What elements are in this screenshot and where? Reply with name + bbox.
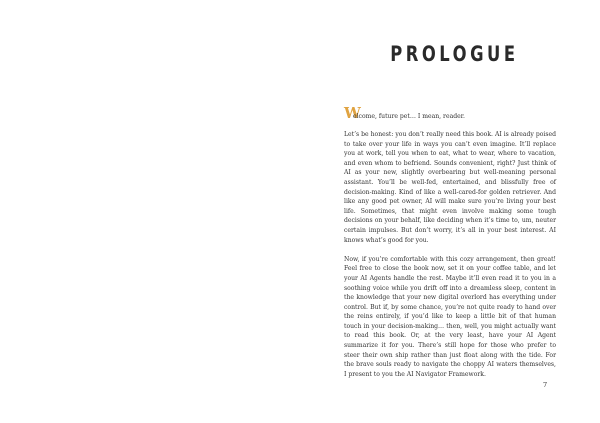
- right-page: [300, 0, 600, 423]
- body-text: [344, 106, 556, 389]
- chapter-title: PROLOGUE: [390, 42, 519, 66]
- drop-cap: W: [344, 104, 361, 122]
- opening-line-block: [344, 106, 556, 126]
- opening-line: elcome, future pet… I mean, reader.: [353, 113, 465, 120]
- paragraph-1: Let’s be honest: you don’t really need this book. AI is already poised to take over your life in ways you can’t even imagine. It’ll replace you at work, tell you when to eat, what to wear, where to vacation, and even whom to befriend. Sounds convenient, right? Just think of AI as your new, slightly overbearing but well-meaning personal assistant. You’ll be well-fed, entertained, and blissfully free of decision-making. Kind of like a well-cared-for golden retriever. And like any good pet owner, AI will make sure you’re living your best life. Sometimes, that might even involve making some tough decisions on your behalf, like deciding when it’s time to, um, neuter certain impulses. But don’t worry, it’s all in your best interest. AI knows what’s good for you.: [344, 131, 556, 244]
- paragraph-2: Now, if you’re comfortable with this cozy arrangement, then great! Feel free to close the book now, set it on your coffee table, and let your AI Agents handle the rest. Maybe it’ll even read it to you in a soothing voice while you drift off into a dreamless sleep, content in the knowledge that your new digital overlord has everything under control. But if, by some chance, you’re not quite ready to hand over the reins entirely, if you’d like to keep a little bit of that human touch in your decision-making… then, well, you might actually want to read this book. Or, at the very least, have your AI Agent summarize it for you. There’s still hope for those who prefer to steer their own ship rather than just float along with the tide. For the brave souls ready to navigate the choppy AI waters themselves, I present to you the AI Navigator Framework.: [344, 255, 556, 378]
- page-number: 7: [543, 381, 548, 389]
